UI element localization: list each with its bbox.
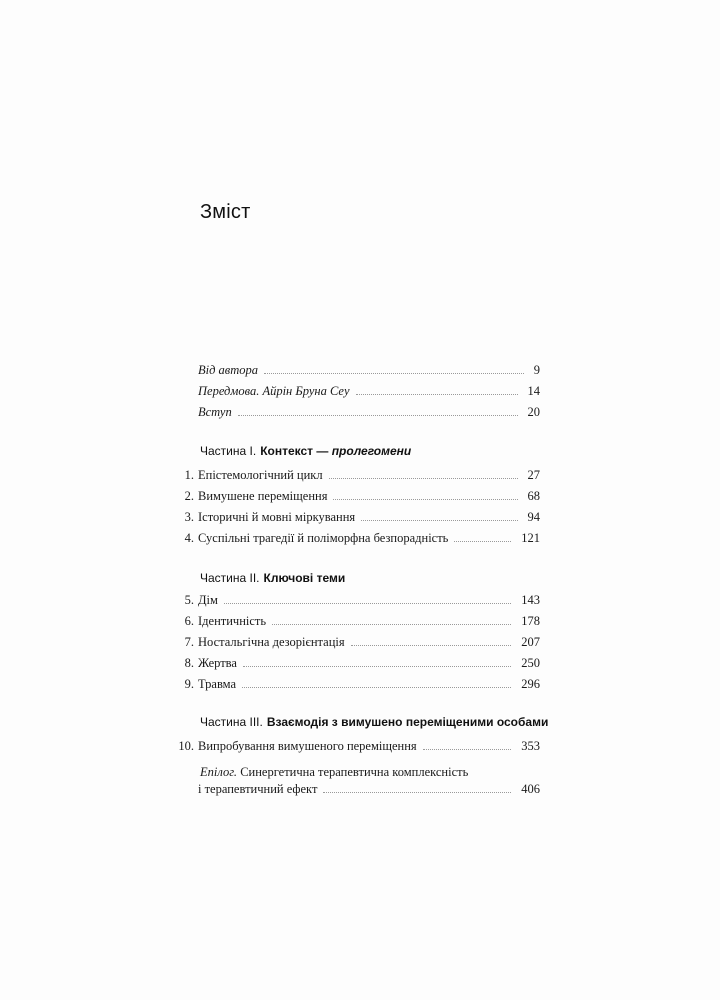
- entry-label: Дім: [198, 593, 218, 607]
- page-number: 14: [527, 384, 540, 398]
- entry-label: Суспільні трагедії й поліморфна безпорадність: [198, 531, 449, 545]
- part-title: Контекст —: [260, 444, 329, 458]
- entry-label: Передмова. Айрін Бруна Сеу: [198, 384, 350, 398]
- dot-leader: [238, 415, 518, 416]
- entry-label: Вступ: [198, 405, 232, 419]
- toc-entry-author-note[interactable]: [174, 362, 540, 378]
- part-title: Взаємодія з вимушено переміщеними особами: [266, 715, 549, 729]
- part-number: Частина І.: [200, 444, 257, 458]
- chapter-number: 5.: [184, 593, 194, 607]
- entry-label: Епістемологічний цикл: [198, 468, 323, 482]
- toc-entry-chapter-4[interactable]: [174, 530, 540, 546]
- page-number: 250: [521, 656, 540, 670]
- chapter-number: 7.: [184, 635, 194, 649]
- chapter-number: 1.: [184, 468, 194, 482]
- page-number: 296: [521, 677, 540, 691]
- page-number: 353: [521, 739, 540, 753]
- part-number: Частина ІІ.: [200, 571, 260, 585]
- part-heading-3: [200, 714, 548, 730]
- entry-label: Ідентичність: [198, 614, 267, 628]
- dot-leader: [272, 624, 511, 625]
- chapter-number: 4.: [184, 531, 194, 545]
- toc-entry-chapter-10[interactable]: [174, 738, 540, 754]
- toc-entry-chapter-3[interactable]: [174, 509, 540, 525]
- dot-leader: [243, 666, 511, 667]
- chapter-number: 9.: [184, 677, 194, 691]
- toc-entry-chapter-6[interactable]: [174, 613, 540, 629]
- dot-leader: [323, 792, 511, 793]
- page-number: 207: [521, 635, 540, 649]
- epilogue-prefix: Епілог.: [200, 765, 238, 779]
- entry-label: Історичні й мовні міркування: [198, 510, 356, 524]
- page-title: Зміст: [200, 201, 251, 223]
- entry-label: Травма: [198, 677, 237, 691]
- epilogue-title-line1: Синергетична терапевтична комплексність: [240, 765, 469, 779]
- toc-entry-chapter-9[interactable]: [174, 676, 540, 692]
- part-number: Частина ІІІ.: [200, 715, 263, 729]
- entry-label: Ностальгічна дезорієнтація: [198, 635, 345, 649]
- part-heading-2: [200, 570, 345, 586]
- chapter-number: 8.: [184, 656, 194, 670]
- dot-leader: [454, 541, 511, 542]
- toc-entry-foreword[interactable]: [174, 383, 540, 399]
- page-number: 68: [527, 489, 540, 503]
- entry-label: Вимушене переміщення: [198, 489, 328, 503]
- page-number: 94: [527, 510, 540, 524]
- toc-entry-chapter-2[interactable]: [174, 488, 540, 504]
- dot-leader: [242, 687, 511, 688]
- chapter-number: 3.: [184, 510, 194, 524]
- chapter-number: 2.: [184, 489, 194, 503]
- page-number: 20: [527, 405, 540, 419]
- dot-leader: [329, 478, 518, 479]
- toc-entry-epilogue-line1[interactable]: [200, 764, 468, 780]
- page-number: 178: [521, 614, 540, 628]
- dot-leader: [351, 645, 512, 646]
- toc-entry-chapter-7[interactable]: [174, 634, 540, 650]
- part-title: Ключові теми: [263, 571, 346, 585]
- toc-entry-epilogue[interactable]: [174, 781, 540, 797]
- part-subtitle: пролегомени: [331, 444, 412, 458]
- entry-label: Випробування вимушеного переміщення: [198, 739, 417, 753]
- epilogue-title-line2: і терапевтичний ефект: [198, 782, 318, 796]
- dot-leader: [423, 749, 512, 750]
- page-number: 27: [527, 468, 540, 482]
- page-number: 9: [533, 363, 540, 377]
- toc-entry-chapter-1[interactable]: [174, 467, 540, 483]
- part-heading-1: [200, 443, 411, 459]
- chapter-number: 6.: [184, 614, 194, 628]
- dot-leader: [264, 373, 524, 374]
- entry-label: Жертва: [198, 656, 237, 670]
- entry-label: Від автора: [198, 363, 259, 377]
- page-number: 143: [521, 593, 540, 607]
- dot-leader: [224, 603, 511, 604]
- dot-leader: [333, 499, 517, 500]
- dot-leader: [356, 394, 518, 395]
- toc-entry-chapter-5[interactable]: [174, 592, 540, 608]
- toc-entry-chapter-8[interactable]: [174, 655, 540, 671]
- page-number: 406: [521, 782, 540, 796]
- dot-leader: [361, 520, 517, 521]
- toc-entry-introduction[interactable]: [174, 404, 540, 420]
- chapter-number: 10.: [178, 739, 194, 753]
- page-number: 121: [521, 531, 540, 545]
